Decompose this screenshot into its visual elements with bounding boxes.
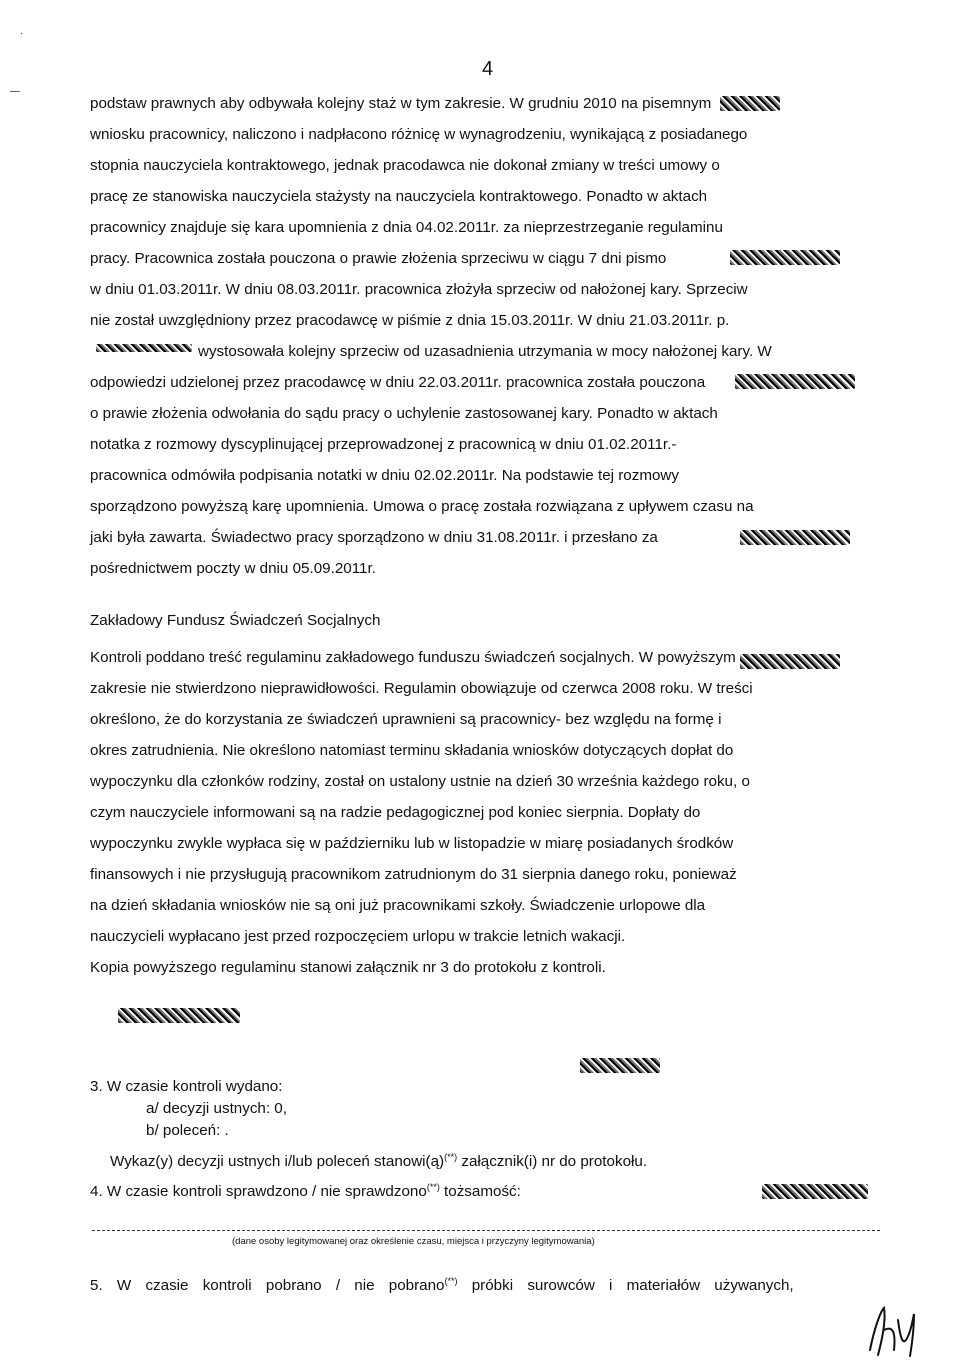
text-line: okres zatrudnienia. Nie określono natomiast terminu składania wniosków dotyczących dopłat do	[90, 742, 734, 759]
text-line: wypoczynku zwykle wypłaca się w październiku lub w listopadzie w miarę posiadanych środków	[90, 835, 734, 852]
footnote-marker: (**)	[444, 1152, 458, 1162]
text-line: o prawie złożenia odwołania do sądu pracy o uchylenie zastosowanej kary. Ponadto w aktach	[90, 405, 718, 422]
redaction-mark	[720, 96, 780, 111]
text-line: na dzień składania wniosków nie są oni już pracownikami szkoły. Świadczenie urlopowe dla	[90, 897, 706, 914]
text-line: wystosowała kolejny sprzeciw od uzasadnienia utrzymania w mocy nałożonej kary. W	[198, 343, 772, 360]
item-sub-b: b/ poleceń: .	[146, 1122, 229, 1139]
text-line: określono, że do korzystania ze świadczeń uprawnieni są pracownicy- bez względu na formę i	[90, 711, 722, 728]
text-line: sporządzono powyższą karę upomnienia. Umowa o pracę została rozwiązana z upływem czasu na	[90, 498, 754, 515]
text-line: finansowych i nie przysługują pracownikom zatrudnionym do 31 sierpnia danego roku, ponieważ	[90, 866, 737, 883]
text-line: wypoczynku dla członków rodziny, został on ustalony ustnie na dzień 30 września każdego roku, o	[90, 773, 750, 790]
redaction-mark	[740, 530, 850, 545]
wykaz-text: Wykaz(y) decyzji ustnych i/lub poleceń stanowi(ą)	[110, 1153, 445, 1171]
redaction-mark	[118, 1008, 240, 1023]
text-line: notatka z rozmowy dyscyplinującej przeprowadzonej z pracownicą w dniu 01.02.2011r.-	[90, 436, 677, 453]
item-text: 4. W czasie kontroli sprawdzono / nie sprawdzono	[90, 1183, 427, 1201]
redaction-mark	[580, 1058, 660, 1073]
text-line: pracownica odmówiła podpisania notatki w dniu 02.02.2011r. Na podstawie tej rozmowy	[90, 467, 679, 484]
text-line: pracownicy znajduje się kara upomnienia z dnia 04.02.2011r. za nieprzestrzeganie regulaminu	[90, 219, 723, 236]
redaction-mark	[730, 250, 840, 265]
item-wykaz	[110, 1146, 850, 1173]
section-title: Zakładowy Fundusz Świadczeń Socjalnych	[90, 612, 381, 629]
signature-initials	[862, 1300, 922, 1360]
item-text: 5. W czasie kontroli pobrano / nie pobrano	[90, 1277, 445, 1295]
item-samples	[90, 1276, 880, 1294]
paragraph-personnel-files	[90, 88, 880, 584]
rule-caption: (dane osoby legitymowanej oraz określenie czasu, miejsca i przyczyny legitymowania)	[232, 1236, 595, 1247]
text-line: wniosku pracownicy, naliczono i nadpłacono różnicę w wynagrodzeniu, wynikającą z posiadanego	[90, 126, 748, 143]
redaction-mark	[96, 344, 192, 352]
item-identity-check	[90, 1182, 880, 1200]
dotted-rule	[92, 1230, 880, 1231]
item-text: próbki surowców i materiałów używanych,	[457, 1277, 794, 1295]
text-line: jaki była zawarta. Świadectwo pracy sporządzono w dniu 31.08.2011r. i przesłano za	[90, 529, 658, 546]
wykaz-text: załącznik(i) nr do protokołu.	[457, 1153, 648, 1171]
footnote-marker: (**)	[426, 1182, 440, 1192]
item-sub-a: a/ decyzji ustnych: 0,	[146, 1100, 287, 1117]
redaction-mark	[735, 374, 855, 389]
text-line: pracy. Pracownica została pouczona o prawie złożenia sprzeciwu w ciągu 7 dni pismo	[90, 250, 667, 267]
text-line: zakresie nie stwierdzono nieprawidłowości. Regulamin obowiązuje od czerwca 2008 roku. W treści	[90, 680, 753, 697]
page-number: 4	[482, 58, 494, 80]
text-line: pracę ze stanowiska nauczyciela stażysty na nauczyciela kontraktowego. Ponadto w aktach	[90, 188, 708, 205]
text-line: stopnia nauczyciela kontraktowego, jednak pracodawca nie dokonał zmiany w treści umowy o	[90, 157, 720, 174]
text-line: w dniu 01.03.2011r. W dniu 08.03.2011r. pracownica złożyła sprzeciw od nałożonej kary. Sprzeciw	[90, 281, 748, 298]
paragraph-social-fund	[90, 642, 880, 983]
text-line: nie został uwzględniony przez pracodawcę w piśmie z dnia 15.03.2011r. W dniu 21.03.2011r. p.	[90, 312, 730, 329]
scan-mark: ·	[20, 28, 24, 39]
text-line: podstaw prawnych aby odbywała kolejny staż w tym zakresie. W grudniu 2010 na pisemnym	[90, 95, 712, 112]
text-line: pośrednictwem poczty w dniu 05.09.2011r.	[90, 560, 376, 577]
scan-mark: —	[10, 86, 20, 97]
item-text: tożsamość:	[439, 1183, 521, 1201]
text-line: odpowiedzi udzielonej przez pracodawcę w dniu 22.03.2011r. pracownica została pouczona	[90, 374, 706, 391]
text-line: nauczycieli wypłacano jest przed rozpoczęciem urlopu w trakcie letnich wakacji.	[90, 928, 626, 945]
text-line: Kontroli poddano treść regulaminu zakładowego funduszu świadczeń socjalnych. W powyższym	[90, 649, 736, 666]
footnote-marker: (**)	[444, 1276, 458, 1286]
item-heading: 3. W czasie kontroli wydano:	[90, 1078, 283, 1095]
text-line: Kopia powyższego regulaminu stanowi załącznik nr 3 do protokołu z kontroli.	[90, 959, 606, 976]
item-decisions	[90, 1076, 850, 1173]
text-line: czym nauczyciele informowani są na radzie pedagogicznej pod koniec sierpnia. Dopłaty do	[90, 804, 701, 821]
